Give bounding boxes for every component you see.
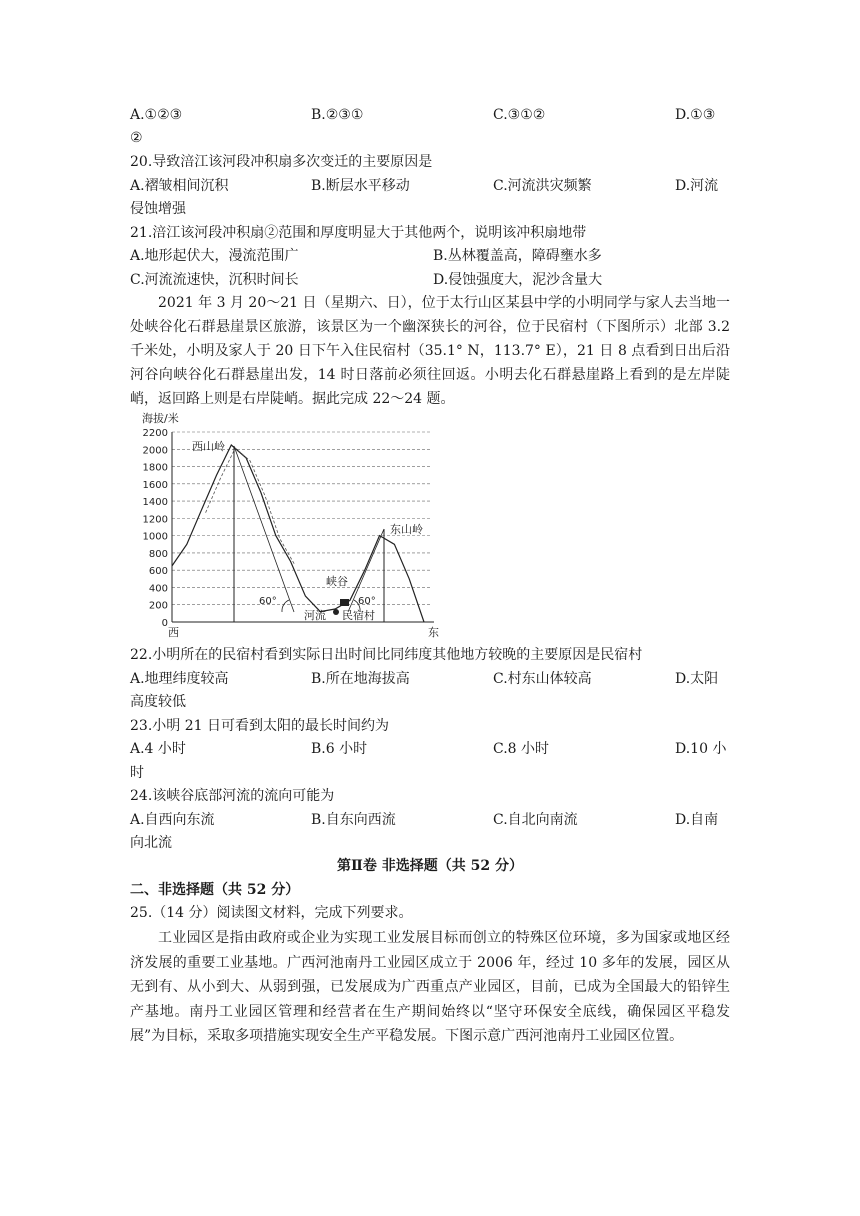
y-tick-label: 800: [148, 548, 168, 560]
q24-option-d: D.自南: [675, 812, 719, 828]
y-tick-label: 1000: [142, 531, 168, 543]
q20-option-b: B.断层水平移动: [311, 178, 410, 194]
section2-title: 第Ⅱ卷 非选择题（共 52 分）: [337, 858, 523, 874]
y-tick-label: 600: [148, 566, 168, 578]
q19-option-d-wrap: ②: [130, 130, 143, 146]
q24-stem: 24.该峡谷底部河流的流向可能为: [130, 788, 335, 804]
sunline-west: [234, 446, 294, 612]
q25-stem: 25.（14 分）阅读图文材料，完成下列要求。: [130, 905, 413, 921]
q20-option-a: A.褶皱相间沉积: [130, 178, 229, 194]
q20-stem: 20.导致涪江该河段冲积扇多次变迁的主要原因是: [130, 154, 433, 170]
q22-option-d: D.太阳: [675, 671, 719, 687]
q23-option-b: B.6 小时: [311, 741, 368, 757]
y-tick-labels: [143, 428, 168, 629]
angle-left-label: 60°: [259, 596, 277, 607]
village-label: 民宿村: [342, 609, 375, 622]
terrain-profile-dashed: [206, 448, 295, 565]
terrain-profile: [172, 445, 424, 622]
q20-option-c: C.河流洪灾频繁: [493, 178, 592, 194]
elevation-profile-chart: [128, 408, 448, 640]
y-tick-label: 1200: [142, 514, 168, 526]
y-tick-label: 0: [161, 618, 168, 629]
q24-option-b: B.自东向西流: [311, 812, 396, 828]
angle-right-label: 60°: [358, 596, 376, 607]
section2-subtitle: 二、非选择题（共 52 分）: [130, 882, 300, 898]
river-label: 河流: [304, 609, 326, 622]
passage-travel: 2021 年 3 月 20～21 日（星期六、日），位于太行山区某县中学的小明同学与家人去当地一处峡谷化石群悬崖景区旅游，该景区为一个幽深狭长的河谷，位于民宿村（下图所示）北部 3.2 千米处，小明及家人于 20 日下午入住民宿村（35.1° N，113.7° E），21 日 8 点看到日出后沿河谷向峡谷化石群悬崖出发，14 时日落前必须往回返。小明去化石群悬崖路上看到的是左岸陡峭，返回路上则是右岸陡峭。据此完成 22～24 题。: [130, 295, 730, 407]
east-label: 东: [428, 626, 439, 639]
y-tick-label: 2200: [142, 428, 168, 439]
q23-option-d-wrap: 时: [130, 765, 144, 781]
river-marker: [333, 609, 339, 615]
q21-option-a: A.地形起伏大，漫流范围广: [130, 248, 299, 264]
west-peak-label: 西山岭: [192, 440, 225, 453]
q24-option-c: C.自北向南流: [493, 812, 578, 828]
village-marker: [340, 599, 349, 606]
east-peak-label: 东山岭: [390, 523, 423, 536]
grid-lines: [172, 432, 430, 605]
q24-option-a: A.自西向东流: [130, 812, 215, 828]
y-tick-label: 400: [148, 583, 168, 595]
y-tick-label: 1800: [142, 462, 168, 474]
q19-option-a: A.①②③: [130, 107, 183, 123]
y-axis-label: 海拔/米: [142, 412, 179, 425]
q21-stem: 21.涪江该河段冲积扇②范围和厚度明显大于其他两个，说明该冲积扇地带: [130, 225, 587, 241]
q20-option-d: D.河流: [675, 178, 719, 194]
y-tick-label: 200: [148, 600, 168, 612]
q21-option-c: C.河流流速快，沉积时间长: [130, 272, 299, 288]
y-tick-label: 1400: [142, 497, 168, 509]
west-label: 西: [168, 626, 179, 639]
q22-option-a: A.地理纬度较高: [130, 671, 229, 687]
angle-arc-left: [282, 600, 289, 612]
q25-passage: 工业园区是指由政府或企业为实现工业发展目标而创立的特殊区位环境，多为国家或地区经济发展的重要工业基地。广西河池南丹工业园区成立于 2006 年，经过 10 多年的发展，园区从无到有、从小到大、从弱到强，已发展成为广西重点产业园区，目前，已成为全国最大的铅锌生产基地。南丹工业园区管理和经营者在生产期间始终以“坚守环保安全底线，确保园区平稳发展”为目标，采取多项措施实现安全生产平稳发展。下图示意广西河池南丹工业园区位置。: [130, 930, 730, 1044]
q19-option-b: B.②③①: [311, 107, 364, 123]
y-tick-label: 2000: [142, 445, 168, 457]
q22-option-d-wrap: 高度较低: [130, 694, 186, 710]
q19-option-c: C.③①②: [493, 107, 546, 123]
q23-stem: 23.小明 21 日可看到太阳的最长时间约为: [130, 718, 389, 734]
gorge-label: 峡谷: [326, 575, 348, 588]
q21-option-b: B.丛林覆盖高，障碍壅水多: [433, 248, 602, 264]
q24-option-d-wrap: 向北流: [130, 835, 172, 851]
q19-option-d: D.①③: [675, 107, 716, 123]
q20-option-d-wrap: 侵蚀增强: [130, 201, 186, 217]
q23-option-d: D.10 小: [675, 741, 727, 757]
q22-option-b: B.所在地海拔高: [311, 671, 410, 687]
q22-option-c: C.村东山体较高: [493, 671, 592, 687]
y-tick-label: 1600: [142, 479, 168, 491]
q22-stem: 22.小明所在的民宿村看到实际日出时间比同纬度其他地方较晚的主要原因是民宿村: [130, 647, 643, 663]
q23-option-a: A.4 小时: [130, 741, 186, 757]
q23-option-c: C.8 小时: [493, 741, 550, 757]
q21-option-d: D.侵蚀强度大，泥沙含量大: [433, 272, 603, 288]
